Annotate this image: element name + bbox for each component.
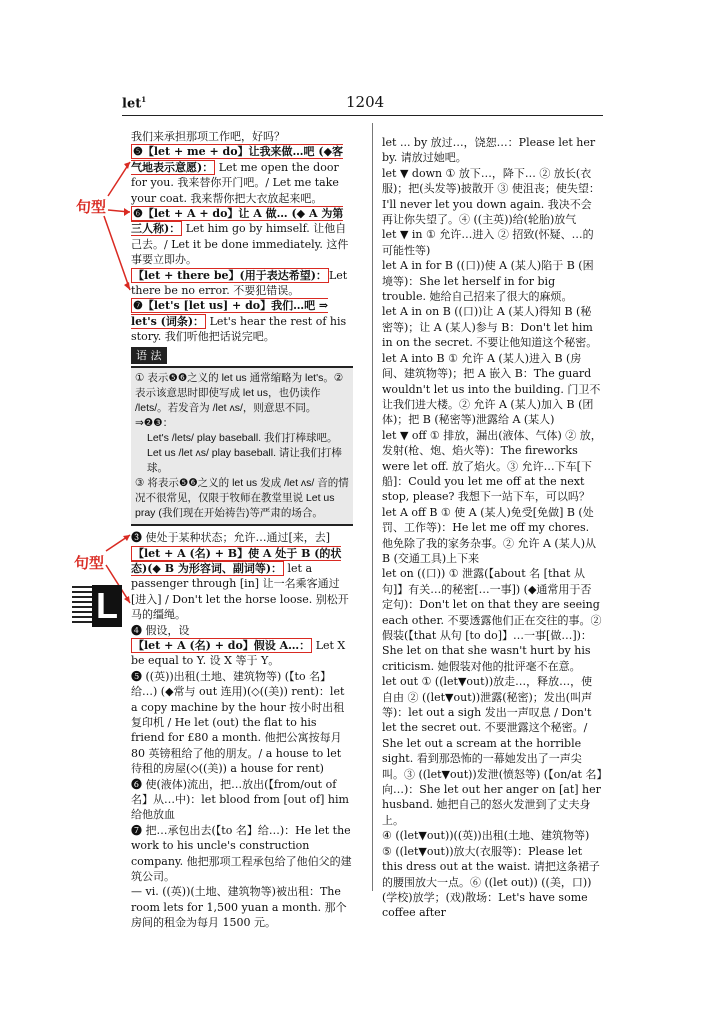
phrase-entry: let A in for B ((口))使 A (某人)陷于 B (困境等)：She let herself in for big trouble. 她给自己招来了很大的麻烦。 — [382, 259, 594, 304]
sense-there — [131, 268, 353, 299]
phrase-entry: let on ((口)) ① 泄露(【about 名 [that 从句]】有关…的秘密[…一事]) (◆通常用于否定句)：Don't let on that they are seeing each other. 不要透露他们正在交往的事。② 假装(【that 从句 [to do]】…一事[做…])：She let on that she wasn't hurt by his criticism. 她假装对他的批评毫不在意。 — [382, 567, 602, 673]
page-number: 1204 — [346, 93, 385, 111]
phrase-entry: let ▼ down ① 放下…，降下… ② 放长(衣服)；把(头发等)披散开 ③ 使沮丧；使失望：I'll never let you down again. 我决不会再让你失望了。④ ((主英))给(轮胎)放气 — [382, 166, 600, 227]
example-c: Let him go by himself. 让他自己去。/ Let it be done immediately. 这件事要立即办。 — [131, 222, 349, 267]
pattern-box-c: ❻【let + A + do】让 A 做… (◆ A 为第三人称)： — [131, 207, 344, 236]
grammar-example: Let us /let ʌs/ play baseball. 请让我们打棒球。 — [147, 447, 342, 475]
example-b: Let me open the door for you. 我来替你开门吧。/ Let me take your coat. 我来帮你把大衣放起来吧。 — [131, 160, 339, 205]
sense-vi: — vi. ((英))(土地、建筑物等)被出租：The room lets for 1,500 yuan a month. 那个房间的租金为每月 1500 元。 — [131, 885, 347, 930]
phrase-entry: let out ① ((let▼out))放走…，释放…，使自由 ② ((let▼out))泄露(秘密)；发出(叫声等)：let out a sigh 发出一声叹息 / Don't let the secret out. 不要泄露这个秘密。/ She let out a scream at the horrible sight. 看到那恐怖的一幕她发出了一声尖叫。③ ((let▼out))发泄(愤怒等) (【on/at 名】向…)：She let out her anger on [at] her husband. 她把自己的怒火发泄到了丈夫身上。 — [382, 675, 602, 827]
sense-c — [131, 206, 353, 268]
pattern-box-4: 【let + A (名) + do】假设 A…： — [133, 638, 311, 652]
sense-3-pattern — [131, 546, 353, 623]
sense-4-pattern — [131, 638, 353, 669]
sentence-pattern-label: 句型 — [74, 554, 105, 572]
sentence-pattern-label: 句型 — [76, 198, 107, 216]
phrase-entry: let ▼ in ① 允许…进入 ② 招致(怀疑、…的可能性等) — [382, 228, 594, 257]
sense-6: ❻ 使(液体)流出，把…放出(【from/out of 名】从…中)：let blood from [out of] him 给他放血 — [131, 777, 349, 822]
running-head-word: let$^1$ — [122, 95, 147, 112]
header-rule — [122, 115, 603, 116]
phrase-entry: let ▼ off ① 排放，漏出(液体、气体) ② 放，发射(枪、炮、焰火等)：The fireworks were let off. 放了焰火。③ 允许…下车[下船]：Could you let me off at the next stop, please? 我想下一站下车，可以吗？ — [382, 428, 602, 504]
sense-4: ❹ 假设，设 — [131, 623, 190, 637]
sense-d — [131, 298, 353, 344]
grammar-line: ① 表示❺❻之义的 let us 通常缩略为 let's。② 表示该意思时即使写成 let us，也仍读作 /lets/。若发音为 /let ʌs/，则意思不同。⇒❷❸： — [135, 372, 344, 430]
sense-7: ❼ 把…承包出去(【to 名】给…)：He let the work to his uncle's construction company. 他把那项工程承包给了他伯父的建筑公司。 — [131, 823, 352, 884]
annotation-arrows-top — [90, 150, 150, 310]
pattern-box-there: 【let + there be】(用于表达希望)： — [133, 268, 327, 282]
column-divider — [372, 123, 373, 891]
phrase-entry: ④ ((let▼out))((英))出租(土地、建筑物等) — [382, 829, 590, 843]
sense-3: ❸ 使处于某种状态；允许…通过[来，去] — [131, 531, 331, 545]
example-there: Let there be no error. 不要犯错误。 — [131, 268, 348, 298]
grammar-note — [131, 366, 353, 526]
phrase-entry: let A into B ① 允许 A (某人)进入 B (房间、建筑物等)；把 A 嵌入 B：The guard wouldn't let us into the building. 门卫不让我们进大楼。② 允许 A (某人)加入 B (团体)；把 B (秘密等)泄露给 A (某人) — [382, 351, 601, 427]
grammar-example: Let's /lets/ play baseball. 我们打棒球吧。 — [147, 432, 338, 445]
grammar-tag: 语 法 — [131, 347, 167, 364]
thumb-index-letter: L — [92, 585, 122, 627]
example-4: Let X be equal to Y. 设 X 等于 Y。 — [131, 638, 346, 668]
thumb-index-stripes — [72, 586, 92, 626]
example-3: let a passenger through [in] 让一名乘客通过[进入] / Don't let the horse loose. 别松开马的缰绳。 — [131, 561, 349, 622]
sense-b — [131, 144, 353, 206]
grammar-line: ③ 将表示❺❻之义的 let us 发成 /let ʌs/ 音的情况不很常见，仅限于牧师在教堂里说 Let us pray (我们现在开始祷告)等严肃的场合。 — [135, 477, 349, 520]
pattern-box-d: ❼【let's [let us] + do】我们…吧 ⇒ let's (词条)： — [131, 299, 329, 328]
phrase-entry: ⑤ ((let▼out))放大(衣服等)：Please let this dress out at the waist. 请把这条裙子的腰围放大一点。⑥ ((let out)) ((美，口))(学校)放学；(戏)散场：Let's have some coffee after — [382, 844, 600, 920]
example-d: Let's hear the rest of his story. 我们听他把话说完吧。 — [131, 314, 347, 344]
entry-line: 我们来承担那项工作吧，好吗？ — [131, 130, 285, 143]
right-column — [382, 135, 602, 921]
left-column — [131, 129, 353, 931]
phrase-entry: let A in on B ((口))让 A (某人)得知 B (秘密等)；让 A (某人)参与 B：Don't let him in on the secret. 不要让他知道这个秘密。 — [382, 305, 598, 350]
pattern-box-b: ❺【let + me + do】让我来做…吧 (◆客气地表示意愿)： — [131, 145, 344, 174]
phrase-entry: let A off B ① 使 A (某人)免受[免做] B (处罚、工作等)：He let me off my chores. 他免除了我的家务杂事。② 允许 A (某人)从 B (交通工具)上下来 — [382, 505, 597, 565]
phrase-entry: let ... by 放过…，饶恕…：Please let her by. 请放过她吧。 — [382, 136, 596, 165]
pattern-box-3: 【let + A (名) + B】使 A 处于 B (的状态)(◆ B 为形容词、副词等)： — [131, 546, 342, 575]
sense-5: ❺ ((英))出租(土地、建筑物等) (【to 名】给…) (◆常与 out 连用)(◇((美)) rent)：let a copy machine by the hour 按小时出租复印机 / He let (out) the flat to his friend for £80 a month. 他把公寓按每月 80 英镑租给了他的朋友。/ a house to let 待租的房屋(◇((美)) a house for rent) — [131, 669, 345, 776]
